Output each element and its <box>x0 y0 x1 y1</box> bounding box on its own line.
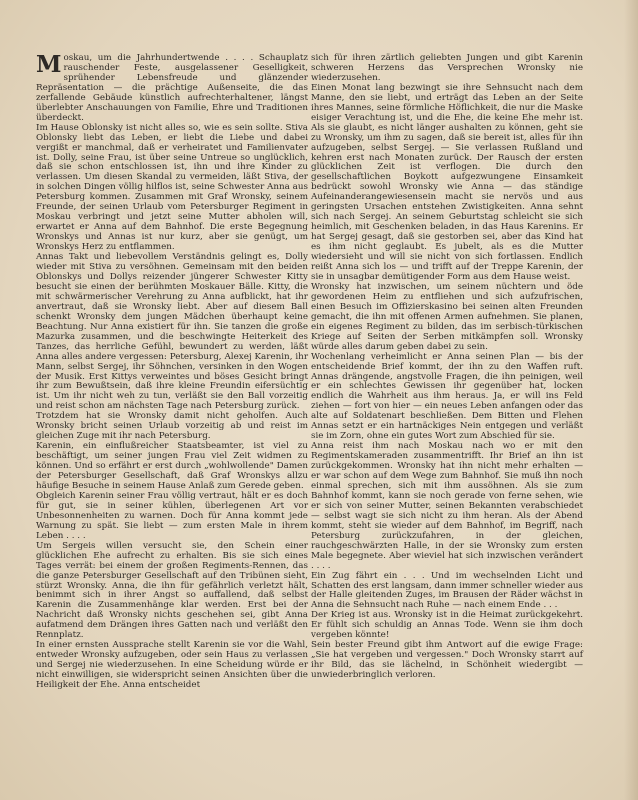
paragraph: Annas Takt und liebevollem Verständnis gelingt es, Dolly wieder mit Stiva zu versöhnen. Gemeinsam mit den beiden Oblonskys und Dollys reizender jüngerer Schwester Kitty besucht sie einen der berühmten Moskauer Bälle. Kitty, die mit schwärmerischer Verehrung zu Anna aufblickt, hat ihr anvertraut, daß sie Wronsky liebt. Aber auf diesem Ball schenkt Wronsky dem jungen Mädchen überhaupt keine Beachtung. Nur Anna existiert für ihn. Sie tanzen die große Mazurka zusammen, und die beschwingte Heiterkeit des Tanzes, das herrliche Gefühl, bewundert zu werden, läßt Anna alles andere vergessen: Petersburg, Alexej Karenin, ihr Mann, selbst Sergej, ihr Söhnchen, versinken in den Wogen der Musik. Erst Kittys verweintes und böses Gesicht bringt ihr zum Bewußtsein, daß ihre kleine Freundin eifersüchtig ist. Um ihr nicht weh zu tun, verläßt sie den Ball vorzeitig und reist schon am nächsten Tage nach Petersburg zurück. <box>36 252 308 412</box>
paragraph: Trotzdem hat sie Wronsky damit nicht geholfen. Auch Wronsky bricht seinen Urlaub vorzeitig ab und reist im gleichen Zuge mit ihr nach Petersburg. <box>36 411 308 442</box>
paragraph: Ein Zug fährt ein . . . Und im wechselnden Licht und Schatten des erst langsam, dann immer schneller wieder aus der Halle gleitenden Zuges, im Brausen der Räder wächst in Anna die Sehnsucht nach Ruhe — nach einem Ende . . . <box>311 570 583 611</box>
paragraph-text: oskau, um die Jahrhundertwende . . . . Schauplatz rauschender Feste, ausgelassener Geselligkeit, sprühender Lebensfreude und glänzender Repräsentation — die prächtige Außenseite, die das zerfallende Gebäude künstlich aufrechterhaltener, längst überlebter Anschauungen von Familie, Ehre und Traditionen überdeckt. <box>36 53 308 123</box>
drop-cap: M <box>36 51 62 78</box>
page-edge-shadow <box>624 0 638 800</box>
paragraph: Wronsky hat inzwischen, um seinem nüchtern und öde gewordenen Heim zu entfliehen und sich aufzufrischen, einen Besuch im Offizierskasino bei seinen alten Freunden gemacht, die ihn mit offenen Armen aufnehmen. Sie planen, ein eigenes Regiment zu bilden, das im serbisch-türkischen Kriege auf Seiten der Serben mitkämpfen soll. Wronsky würde alles darum geben dabei zu sein. <box>311 281 583 352</box>
paragraph: Einen Monat lang bezwingt sie ihre Sehnsucht nach dem Manne, den sie liebt, und erträgt das Leben an der Seite ihres Mannes, seine förmliche Höflichkeit, die nur die Maske eisiger Verachtung ist, und die Ehe, die keine Ehe mehr ist. Als sie glaubt, es nicht länger aushalten zu können, geht sie zu Wronsky, um ihm zu sagen, daß sie bereit ist, alles für ihn aufzugeben, selbst Sergej. — Sie verlassen Rußland und kehren erst nach Monaten zurück. Der Rausch der ersten glücklichen Zeit ist verflogen. Die durch den gesellschaftlichen Boykott aufgezwungene Einsamkeit bedrückt sowohl Wronsky wie Anna — das ständige Aufeinanderangewiesensein macht sie nervös und aus geringsten Ursachen entstehen Zwistigkeiten. Anna sehnt sich nach Sergej. An seinem Geburtstag schleicht sie sich heimlich, mit Geschenken beladen, in das Haus Karenins. Er hat Sergej gesagt, daß sie gestorben sei, aber das Kind hat es ihm nicht geglaubt. Es jubelt, als es die Mutter wiedersieht und will sie nicht von sich fortlassen. Endlich reißt Anna sich los — und trifft auf der Treppe Karenin, der sie in unsagbar demütigender Form aus dem Hause weist. <box>311 82 583 282</box>
left-text-column <box>36 51 308 691</box>
paragraph <box>36 51 308 124</box>
paragraph: Karenin, ein einflußreicher Staatsbeamter, ist viel zu beschäftigt, um seiner jungen Frau viel Zeit widmen zu können. Und so erfährt er erst durch „wohlwollende" Damen der Petersburger Gesellschaft, daß Graf Wronskys allzu häufige Besuche in seinem Hause Anlaß zum Gerede geben. <box>36 441 308 491</box>
paragraph: In einer ernsten Aussprache stellt Karenin sie vor die Wahl, entweder Wronsky aufzugeben, oder sein Haus zu verlassen und Sergej nie wiederzusehen. In eine Scheidung würde er nicht einwilligen, sie widerspricht seinen Ansichten über die Heiligkeit der Ehe. Anna entscheidet <box>36 640 308 691</box>
paragraph: Obgleich Karenin seiner Frau völlig vertraut, hält er es doch für gut, sie in seiner kühlen, überlegenen Art vor Unbesonnenheiten zu warnen. Doch für Anna kommt jede Warnung zu spät. Sie liebt — zum ersten Male in ihrem Leben . . . . <box>36 490 308 541</box>
right-text-column <box>311 54 583 681</box>
paragraph: sich für ihren zärtlich geliebten Jungen und gibt Karenin schweren Herzens das Versprechen Wronsky nie wiederzusehen. <box>311 53 583 83</box>
paragraph: Der Krieg ist aus. Wronsky ist in die Heimat zurückgekehrt. Er fühlt sich schuldig an Annas Tode. Wenn sie ihm doch vergeben könnte! <box>311 610 583 641</box>
paragraph: Um Sergeis willen versucht sie, den Schein einer glücklichen Ehe aufrecht zu erhalten. Bis sie sich eines Tages verrät: bei einem der großen Regiments-Rennen, das die ganze Petersburger Gesellschaft auf den Tribünen sieht, stürzt Wronsky. Anna, die ihn für gefährlich verletzt hält, benimmt sich in ihrer Angst so auffallend, daß selbst Karenin die Zusammenhänge klar werden. Erst bei der Nachricht daß Wronsky nichts geschehen sei, gibt Anna aufatmend dem Drängen ihres Gatten nach und verläßt den Rennplatz. <box>36 540 308 641</box>
paragraph: Anna reist ihm nach Moskau nach wo er mit den Regimentskameraden zusammentrifft. Ihr Brief an ihn ist zurückgekommen. Wronsky hat ihn nicht mehr erhalten — er war schon auf dem Wege zum Bahnhof. Sie muß ihn noch einmal sprechen, sich mit ihm aussöhnen. Als sie zum Bahnhof kommt, kann sie noch gerade von ferne sehen, wie er sich von seiner Mutter, seinen Bekannten verabschiedet — selbst wagt sie sich nicht zu ihm heran. Als der Abend kommt, steht sie wieder auf dem Bahnhof, im Begriff, nach Petersburg zurückzufahren, in der gleichen, rauchgeschwärzten Halle, in der sie Wronsky zum ersten Male begegnete. Aber wieviel hat sich inzwischen verändert . . . . <box>311 441 583 571</box>
paragraph: Im Hause Oblonsky ist nicht alles so, wie es sein sollte. Stiva Oblonsky liebt das Leben, er liebt die Liebe und dabei vergißt er manchmal, daß er verheiratet und Familienvater ist. Dolly, seine Frau, ist über seine Untreue so unglücklich, daß sie schon entschlossen ist, ihn und ihre Kinder zu verlassen. Um diesen Skandal zu vermeiden, läßt Stiva, der in solchen Dingen völlig hilflos ist, seine Schwester Anna aus Petersburg kommen. Zusammen mit Graf Wronsky, seinem Freunde, der seinen Urlaub vom Petersburger Regiment in Moskau verbringt und jetzt seine Mutter abholen will, erwartet er Anna auf dem Bahnhof. Die erste Begegnung Wronskys und Annas ist nur kurz, aber sie genügt, um Wronskys Herz zu entflammen. <box>36 122 308 253</box>
paragraph: Wochenlang verheimlicht er Anna seinen Plan — bis der entscheidende Brief kommt, der ihn zu den Waffen ruft. Annas drängende, angstvolle Fragen, die ihn peinigen, weil er ein schlechtes Gewissen ihr gegenüber hat, locken endlich die Wahrheit aus ihm heraus. Ja, er will ins Feld ziehen — fort von hier — ein neues Leben anfangen oder das alte auf Soldatenart beschließen. Dem Bitten und Flehen Annas setzt er ein hartnäckiges Nein entgegen und verläßt sie im Zorn, ohne ein gutes Wort zum Abschied für sie. <box>311 351 583 442</box>
paragraph: Sein bester Freund gibt ihm Antwort auf die ewige Frage: „Sie hat vergeben und vergessen." Doch Wronsky starrt auf ihr Bild, das sie lächelnd, in Schönheit wiedergibt — unwiederbringlich verloren. <box>311 640 583 681</box>
